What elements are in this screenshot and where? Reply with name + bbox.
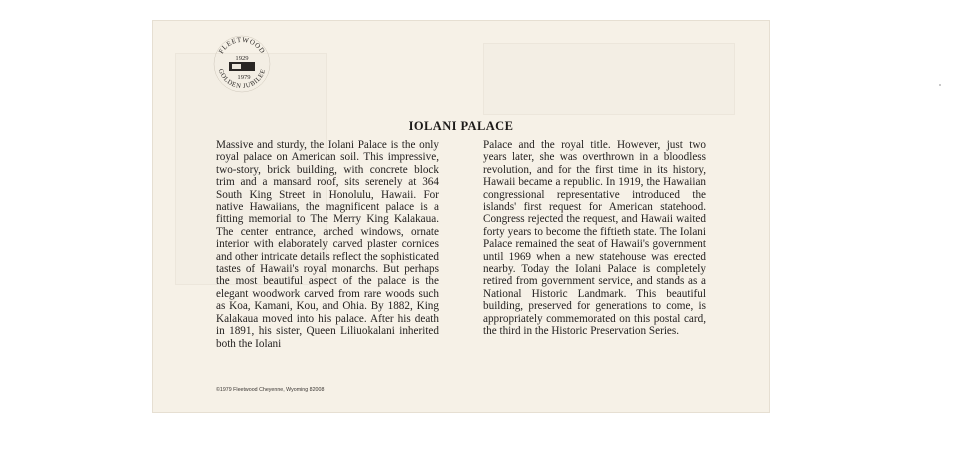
postal-card: [152, 20, 770, 413]
seal-icon: [211, 33, 273, 95]
svg-text:FLEETWOOD: [217, 36, 267, 55]
seal-bar-inset: [232, 64, 241, 69]
seal-bottom-text: GOLDEN JUBILEE: [216, 68, 268, 91]
seal-year-end: 1979: [237, 74, 251, 81]
card-title: IOLANI PALACE: [408, 119, 514, 133]
publisher-imprint: ©1979 Fleetwood Cheyenne, Wyoming 82008: [216, 387, 325, 393]
fleetwood-golden-jubilee-seal: [211, 33, 273, 95]
scan-speck: [939, 84, 941, 86]
body-text-left-column: Massive and sturdy, the Iolani Palace is the only royal palace on American soil. This impressive, two-story, brick building, with concrete block trim and a mansard roof, sits serenely at 364 South King Street in Honolulu, Hawaii. For native Hawaiians, the magnificent palace is a fitting memorial to The Merry King Kalakaua. The center entrance, arched windows, ornate interior with elaborately carved plaster cornices and other intricate details reflect the sophisticated tastes of Hawaii's royal monarchs. But perhaps the most beautiful aspect of the palace is the elegant woodwork carved from rare woods such as Koa, Kamani, Kou, and Ohia. By 1882, King Kalakaua moved into his palace. After his death in 1891, his sister, Queen Liliuokalani inherited both the Iolani: [216, 139, 439, 350]
seal-year-start: 1929: [235, 55, 249, 62]
body-text-right-column: Palace and the royal title. However, just two years later, she was overthrown in a bloodless revolution, and for the first time in its history, Hawaii became a republic. In 1919, the Hawaiian congressional representative introduced the islands' first request for American statehood. Congress rejected the request, and Hawaii waited forty years to become the fiftieth state. The Iolani Palace remained the seat of Hawaii's government until 1969 when a new statehouse was erected nearby. Today the Iolani Palace is completely retired from government service, and stands as a National Historic Landmark. This beautiful building, preserved for generations to come, is appropriately commemorated on this postal card, the third in the Historic Preservation Series.: [483, 139, 706, 338]
reverse-show-through: [483, 43, 735, 115]
seal-top-text: FLEETWOOD: [217, 35, 267, 56]
